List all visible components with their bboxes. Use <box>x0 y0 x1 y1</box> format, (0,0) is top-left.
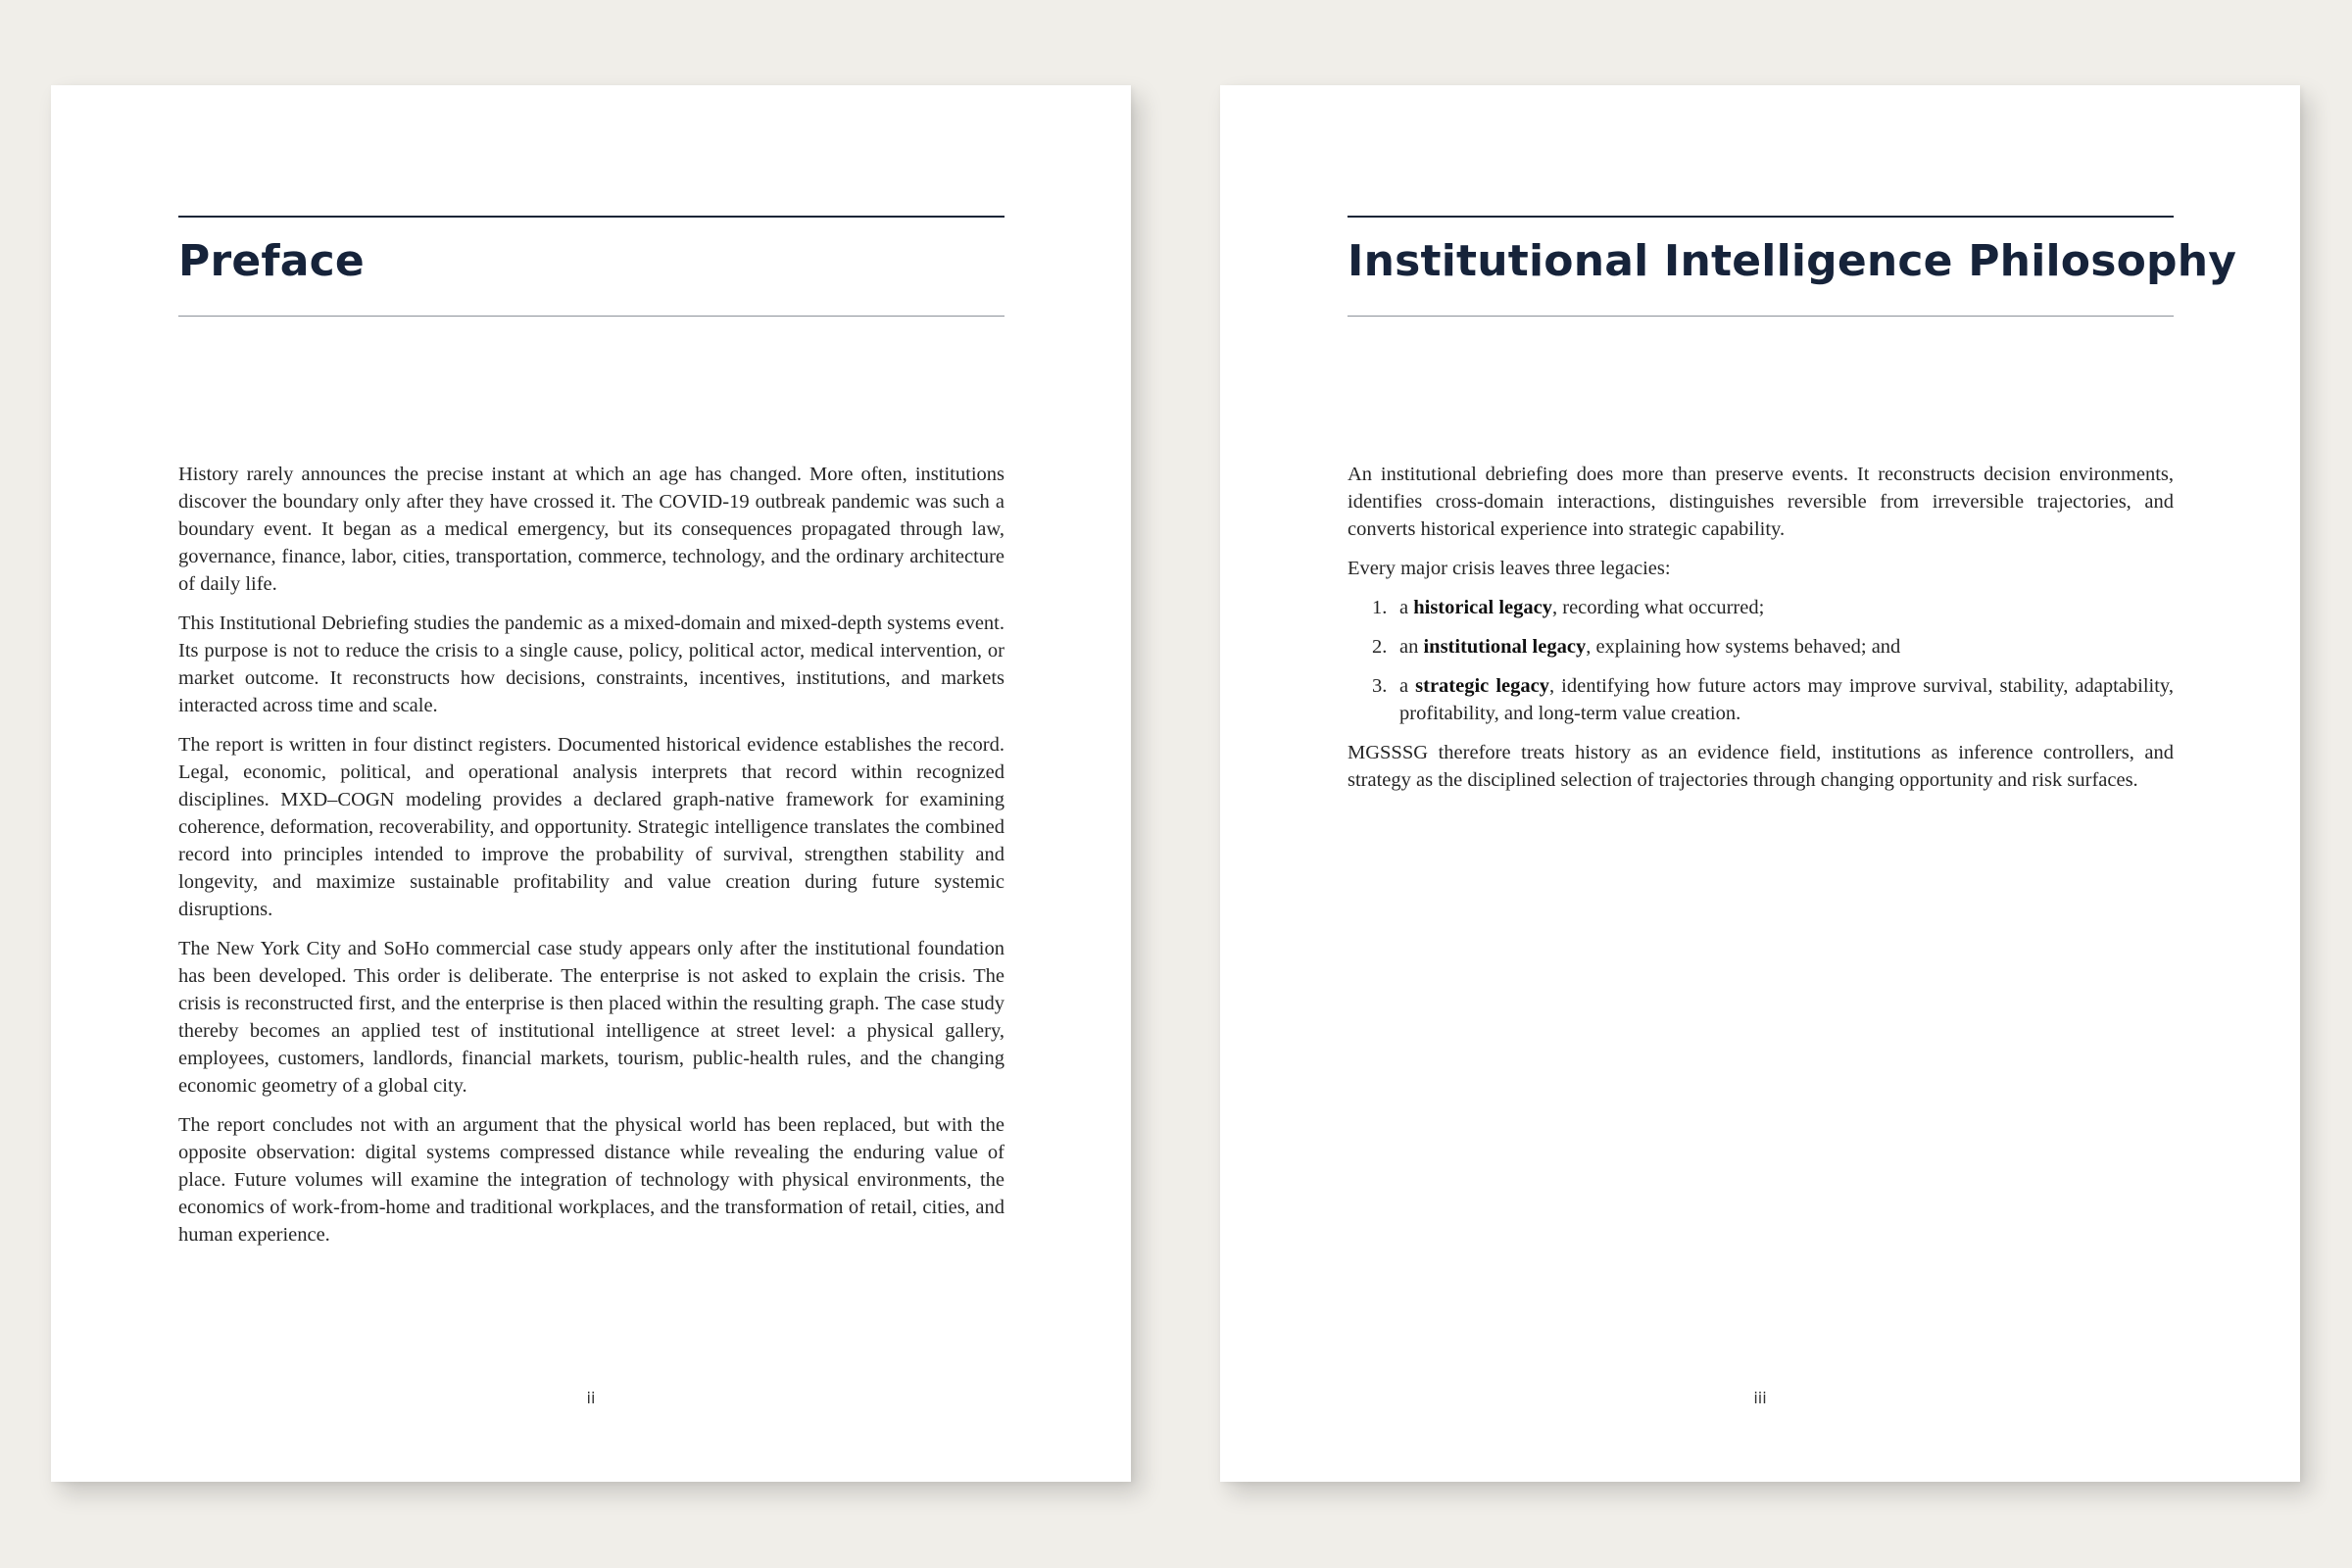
paragraph: The report concludes not with an argument that the physical world has been replaced, but with the opposite observation: digital systems compressed distance while revealing the enduring value of place. Future volumes will examine the integration of technology with physical environments, the economics of work-from-home and traditional workplaces, and the transformation of retail, cities, and human experience. <box>178 1114 1004 1246</box>
page-number: ii <box>586 1389 596 1407</box>
list-number: 2. <box>1372 636 1388 658</box>
preface-body <box>178 461 1004 1260</box>
title-rule-top <box>1348 216 2174 218</box>
page-philosophy <box>1220 85 2300 1482</box>
list-item <box>1348 633 2174 661</box>
paragraph: This Institutional Debriefing studies the pandemic as a mixed-domain and mixed-depth systems event. Its purpose is not to reduce the crisis to a single cause, policy, political actor, medical intervention, or market outcome. It reconstructs how decisions, constraints, incentives, institutions, and markets interacted across time and scale. <box>178 612 1004 716</box>
list-number: 1. <box>1372 597 1388 618</box>
list-item <box>1348 672 2174 727</box>
title-rule-top <box>178 216 1004 218</box>
list-number: 3. <box>1372 675 1388 697</box>
legacy-term: strategic legacy <box>1415 675 1549 697</box>
chapter-title: Institutional Intelligence Philosophy <box>1348 236 2237 286</box>
list-rest: , identifying how future actors may improve survival, stability, adaptability, profitability, and long-term value creation. <box>1399 675 2174 724</box>
list-prefix: a <box>1399 597 1414 618</box>
paragraph: History rarely announces the precise instant at which an age has changed. More often, institutions discover the boundary only after they have crossed it. The COVID-19 outbreak pandemic was such a boundary event. It began as a medical emergency, but its consequences propagated through law, governance, finance, labor, cities, transportation, commerce, technology, and the ordinary architecture of daily life. <box>178 464 1004 595</box>
page-number: iii <box>1753 1389 1767 1407</box>
list-item <box>1348 594 2174 621</box>
intro-paragraph: An institutional debriefing does more than preserve events. It reconstructs decision environments, identifies cross-domain interactions, distinguishes reversible from irreversible trajectories, and converts historical experience into strategic capability. <box>1348 464 2174 540</box>
title-rule-bottom <box>178 316 1004 317</box>
list-prefix: an <box>1399 636 1424 658</box>
list-rest: , recording what occurred; <box>1552 597 1765 618</box>
legacy-list <box>1348 594 2174 727</box>
page-preface <box>51 85 1131 1482</box>
philosophy-body <box>1348 461 2174 806</box>
legacy-term: institutional legacy <box>1423 636 1587 658</box>
paragraph: The New York City and SoHo commercial case study appears only after the institutional foundation has been developed. This order is deliberate. The enterprise is not asked to explain the crisis. The crisis is reconstructed first, and the enterprise is then placed within the resulting graph. The case study thereby becomes an applied test of institutional intelligence at street level: a physical gallery, employees, customers, landlords, financial markets, tourism, public-health rules, and the changing economic geometry of a global city. <box>178 938 1004 1097</box>
conclusion-paragraph: MGSSSG therefore treats history as an evidence field, institutions as inference controllers, and strategy as the disciplined selection of trajectories through changing opportunity and risk surfaces. <box>1348 742 2174 791</box>
legacy-term: historical legacy <box>1413 597 1552 618</box>
title-rule-bottom <box>1348 316 2174 317</box>
lead-paragraph: Every major crisis leaves three legacies: <box>1348 558 1671 579</box>
list-prefix: a <box>1399 675 1416 697</box>
chapter-title: Preface <box>178 236 365 286</box>
list-rest: , explaining how systems behaved; and <box>1586 636 1901 658</box>
paragraph: The report is written in four distinct registers. Documented historical evidence establishes the record. Legal, economic, political, and operational analysis interprets that record within recognized disciplines. MXD–COGN modeling provides a declared graph-native framework for examining coherence, deformation, recoverability, and opportunity. Strategic intelligence translates the combined record into principles intended to improve the probability of survival, strengthen stability and longevity, and maximize sustainable profitability and value creation during future systemic disruptions. <box>178 734 1004 920</box>
